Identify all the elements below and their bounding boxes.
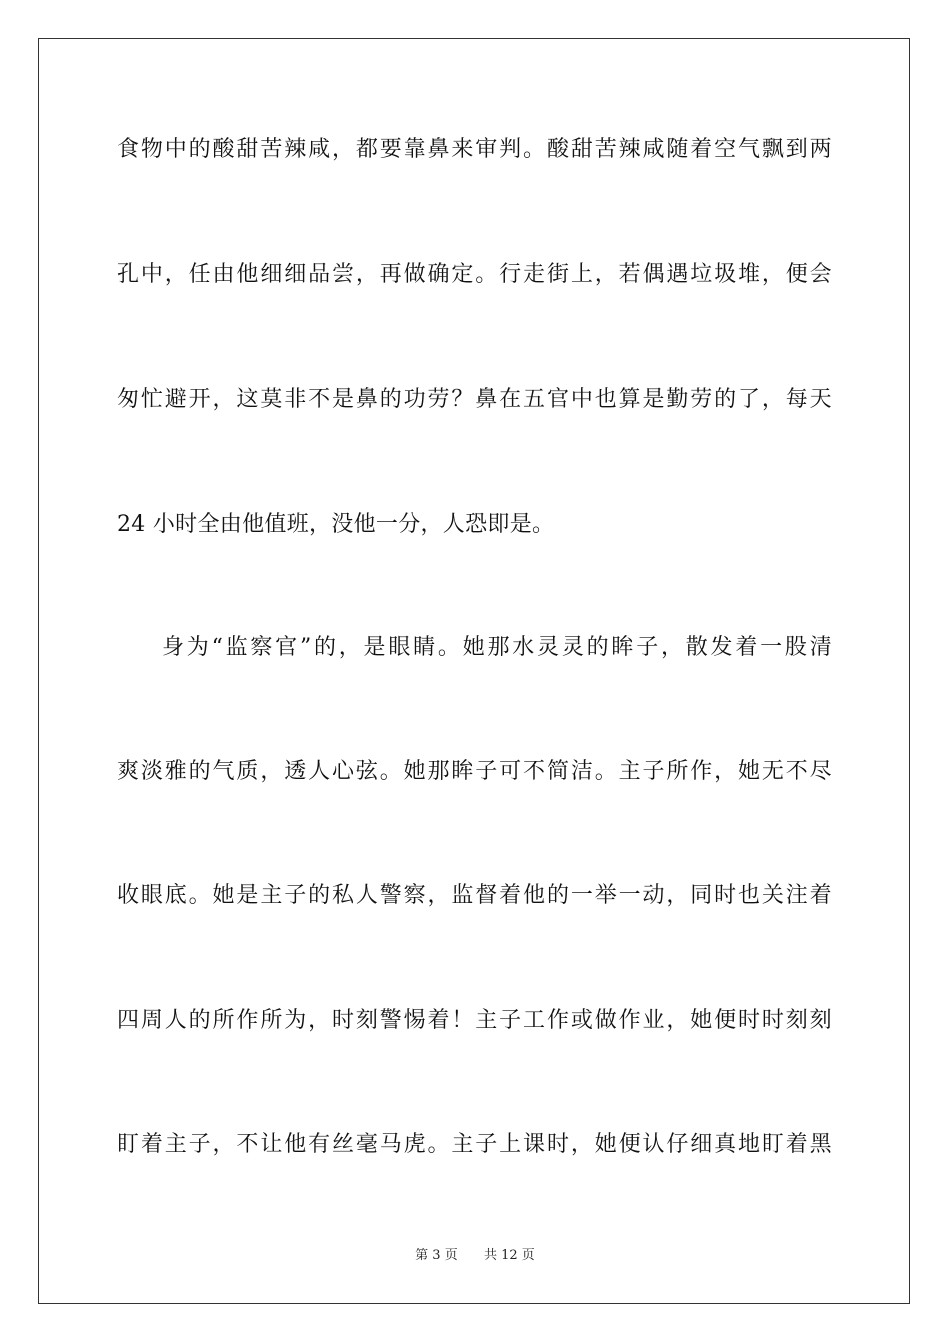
text-line-4: 24 小时全由他值班，没他一分，人恐即是。: [117, 512, 555, 537]
text-line-2: 孔中，任由他细细品尝，再做确定。行走街上，若偶遇垃圾堆，便会: [117, 262, 832, 287]
text-line-8: 四周人的所作所为，时刻警惕着！主子工作或做作业，她便时时刻刻: [117, 1008, 832, 1033]
page-total: 共 12 页: [484, 1248, 535, 1263]
text-line-7: 收眼底。她是主子的私人警察，监督着他的一举一动，同时也关注着: [117, 883, 832, 908]
page-frame: [38, 38, 910, 1304]
text-line-3: 匆忙避开，这莫非不是鼻的功劳？鼻在五官中也算是勤劳的了，每天: [117, 387, 832, 412]
paragraph-start-line: 身为“监察官”的，是眼睛。她那水灵灵的眸子，散发着一股清: [162, 635, 832, 660]
text-line-6: 爽淡雅的气质，透人心弦。她那眸子可不简洁。主子所作，她无不尽: [117, 759, 832, 784]
page-number: 第 3 页: [415, 1248, 458, 1263]
text-line-1: 食物中的酸甜苦辣咸，都要靠鼻来审判。酸甜苦辣咸随着空气飘到两: [117, 137, 832, 162]
page-footer: [0, 1247, 950, 1265]
text-line-9: 盯着主子，不让他有丝毫马虎。主子上课时，她便认仔细真地盯着黑: [117, 1132, 832, 1157]
